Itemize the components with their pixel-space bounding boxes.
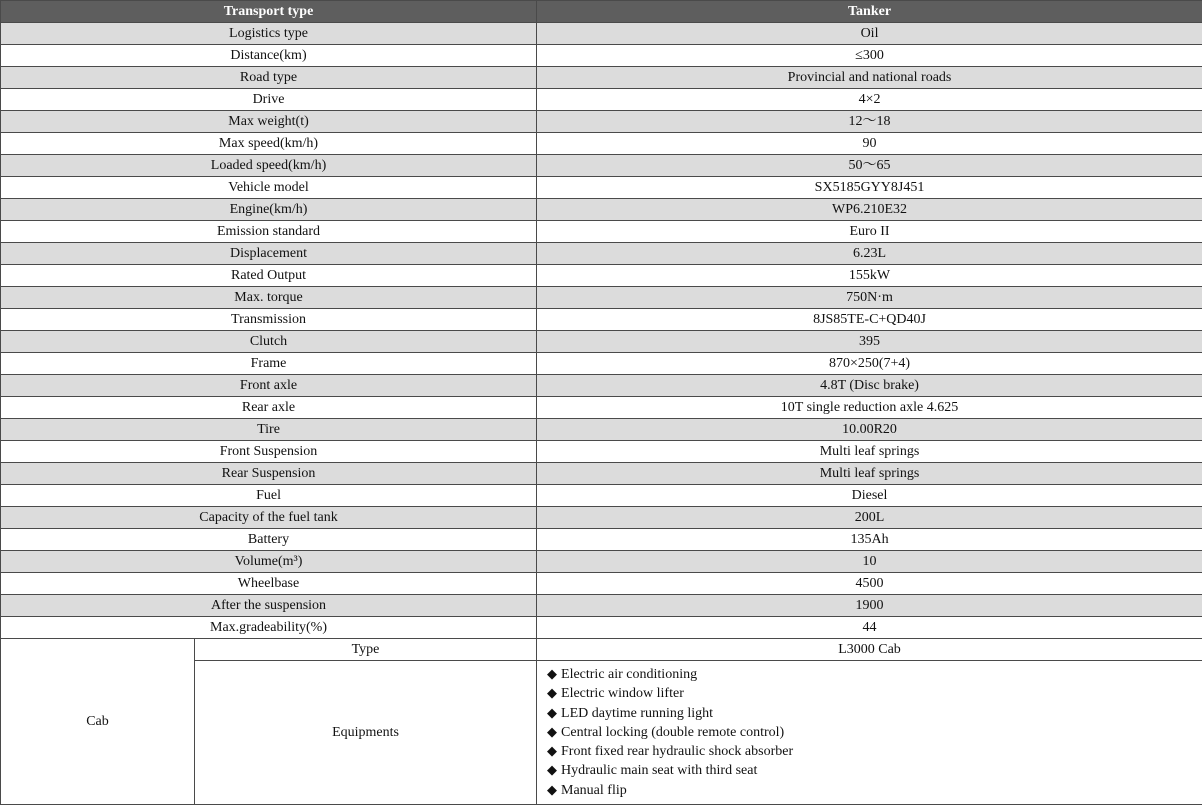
cab-type-row (1, 639, 1202, 661)
table-row (1, 177, 1202, 199)
table-row (1, 133, 1202, 155)
table-row (1, 617, 1202, 639)
list-item (547, 781, 1192, 800)
row-label: Vehicle model (1, 177, 537, 199)
row-label: Clutch (1, 331, 537, 353)
black-diamond-icon: ◆ (547, 781, 561, 799)
row-label: After the suspension (1, 595, 537, 617)
row-value: SX5185GYY8J451 (537, 177, 1202, 199)
cab-equipments-label: Equipments (195, 661, 537, 805)
equipments-list (547, 665, 1192, 800)
row-value: Oil (537, 23, 1202, 45)
cab-type-label: Type (195, 639, 537, 661)
row-value: WP6.210E32 (537, 199, 1202, 221)
table-row (1, 23, 1202, 45)
header-tanker: Tanker (537, 1, 1202, 23)
table-row (1, 441, 1202, 463)
row-value: Multi leaf springs (537, 463, 1202, 485)
black-diamond-icon: ◆ (547, 761, 561, 779)
list-item (547, 723, 1192, 742)
row-label: Transmission (1, 309, 537, 331)
row-label: Distance(km) (1, 45, 537, 67)
table-row (1, 155, 1202, 177)
row-value: Diesel (537, 485, 1202, 507)
table-row (1, 265, 1202, 287)
equipment-text: Hydraulic main seat with third seat (561, 763, 757, 778)
black-diamond-icon: ◆ (547, 742, 561, 760)
row-label: Fuel (1, 485, 537, 507)
spec-body (1, 23, 1202, 805)
row-label: Road type (1, 67, 537, 89)
black-diamond-icon: ◆ (547, 723, 561, 741)
equipment-text: Front fixed rear hydraulic shock absorber (561, 744, 793, 759)
row-label: Drive (1, 89, 537, 111)
row-value: 1900 (537, 595, 1202, 617)
row-value: 870×250(7+4) (537, 353, 1202, 375)
table-row (1, 111, 1202, 133)
table-row (1, 309, 1202, 331)
row-label: Emission standard (1, 221, 537, 243)
row-label: Front axle (1, 375, 537, 397)
row-value: 750N·m (537, 287, 1202, 309)
list-item (547, 761, 1192, 780)
row-label: Front Suspension (1, 441, 537, 463)
cab-type-value: L3000 Cab (537, 639, 1202, 661)
equipment-text: LED daytime running light (561, 706, 713, 721)
black-diamond-icon: ◆ (547, 665, 561, 683)
row-value: 6.23L (537, 243, 1202, 265)
row-value: ≤300 (537, 45, 1202, 67)
equipment-text: Electric air conditioning (561, 667, 697, 682)
row-value: 12～18 (537, 111, 1202, 133)
row-label: Battery (1, 529, 537, 551)
row-value: 10T single reduction axle 4.625 (537, 397, 1202, 419)
row-label: Max weight(t) (1, 111, 537, 133)
row-value: 135Ah (537, 529, 1202, 551)
table-row (1, 507, 1202, 529)
row-value: Provincial and national roads (537, 67, 1202, 89)
black-diamond-icon: ◆ (547, 684, 561, 702)
row-value: 4500 (537, 573, 1202, 595)
row-value: 90 (537, 133, 1202, 155)
list-item (547, 742, 1192, 761)
row-value: 44 (537, 617, 1202, 639)
table-row (1, 485, 1202, 507)
row-label: Capacity of the fuel tank (1, 507, 537, 529)
row-label: Engine(km/h) (1, 199, 537, 221)
row-label: Rated Output (1, 265, 537, 287)
table-row (1, 529, 1202, 551)
table-row (1, 331, 1202, 353)
table-row (1, 67, 1202, 89)
row-value: 50～65 (537, 155, 1202, 177)
table-row (1, 573, 1202, 595)
list-item (547, 665, 1192, 684)
table-row (1, 595, 1202, 617)
row-label: Volume(m³) (1, 551, 537, 573)
row-label: Max.gradeability(%) (1, 617, 537, 639)
header-row (1, 1, 1202, 23)
table-row (1, 419, 1202, 441)
list-item (547, 684, 1192, 703)
cab-equipments-cell (537, 661, 1202, 805)
table-row (1, 287, 1202, 309)
table-row (1, 89, 1202, 111)
table-row (1, 397, 1202, 419)
list-item (547, 704, 1192, 723)
row-label: Logistics type (1, 23, 537, 45)
row-value: 8JS85TE-C+QD40J (537, 309, 1202, 331)
row-label: Loaded speed(km/h) (1, 155, 537, 177)
row-value: 395 (537, 331, 1202, 353)
table-row (1, 45, 1202, 67)
row-label: Displacement (1, 243, 537, 265)
table-row (1, 243, 1202, 265)
table-row (1, 375, 1202, 397)
row-value: Multi leaf springs (537, 441, 1202, 463)
equipment-text: Electric window lifter (561, 686, 684, 701)
row-value: 4×2 (537, 89, 1202, 111)
row-value: 4.8T (Disc brake) (537, 375, 1202, 397)
row-label: Max. torque (1, 287, 537, 309)
cab-label: Cab (1, 639, 195, 805)
row-value: 155kW (537, 265, 1202, 287)
header-transport-type: Transport type (1, 1, 537, 23)
row-value: 10.00R20 (537, 419, 1202, 441)
row-value: Euro II (537, 221, 1202, 243)
equipment-text: Manual flip (561, 783, 627, 798)
row-value: 10 (537, 551, 1202, 573)
row-label: Rear Suspension (1, 463, 537, 485)
row-label: Frame (1, 353, 537, 375)
row-label: Rear axle (1, 397, 537, 419)
black-diamond-icon: ◆ (547, 704, 561, 722)
table-row (1, 463, 1202, 485)
row-label: Wheelbase (1, 573, 537, 595)
equipment-text: Central locking (double remote control) (561, 725, 784, 740)
table-row (1, 353, 1202, 375)
row-label: Max speed(km/h) (1, 133, 537, 155)
row-value: 200L (537, 507, 1202, 529)
table-row (1, 199, 1202, 221)
row-label: Tire (1, 419, 537, 441)
table-row (1, 551, 1202, 573)
table-row (1, 221, 1202, 243)
